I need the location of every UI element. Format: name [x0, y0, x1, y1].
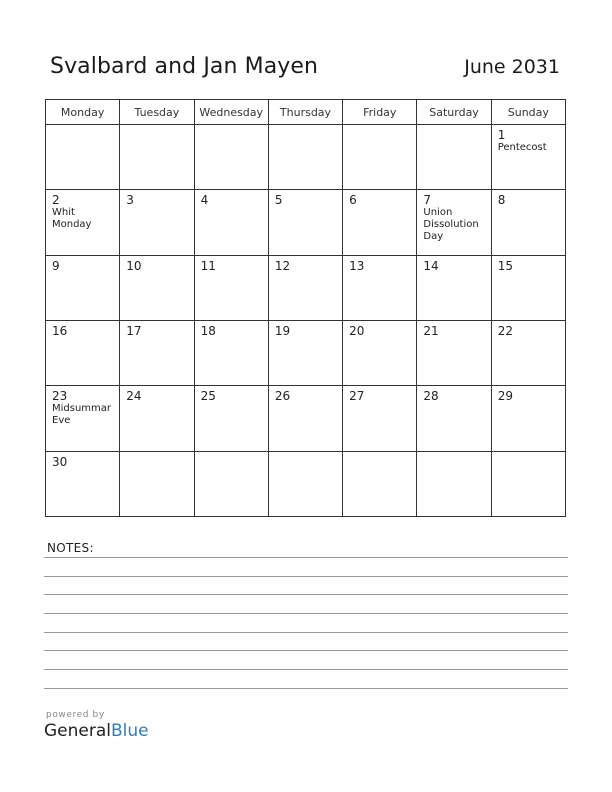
- day-number: 29: [497, 389, 513, 404]
- weekday-header: Friday: [343, 100, 417, 125]
- note-line: [44, 632, 568, 633]
- day-number: 18: [200, 323, 216, 338]
- day-number: 10: [126, 258, 142, 273]
- day-cell[interactable]: [417, 320, 491, 385]
- day-cell[interactable]: [417, 386, 491, 451]
- day-cell[interactable]: [491, 451, 565, 516]
- day-number: 21: [423, 323, 439, 338]
- day-number: 25: [200, 389, 216, 404]
- holiday-label: Pentecost: [497, 142, 547, 153]
- day-number: 19: [274, 323, 291, 338]
- calendar-grid: [45, 99, 566, 517]
- day-number: 15: [497, 258, 513, 273]
- weekday-header: Monday: [46, 100, 120, 125]
- day-number: 13: [349, 258, 365, 273]
- day-cell[interactable]: [120, 125, 194, 190]
- day-number: 9: [52, 258, 60, 273]
- day-cell[interactable]: [491, 125, 565, 190]
- day-number: 20: [349, 323, 365, 338]
- weekday-header: Saturday: [417, 100, 491, 125]
- day-cell[interactable]: [343, 190, 417, 255]
- day-cell[interactable]: [491, 320, 565, 385]
- day-cell[interactable]: [268, 451, 342, 516]
- day-cell[interactable]: [417, 451, 491, 516]
- day-cell[interactable]: [194, 190, 268, 255]
- day-number: 16: [52, 323, 68, 338]
- day-number: 27: [349, 389, 365, 404]
- day-cell[interactable]: [417, 125, 491, 190]
- day-cell[interactable]: [268, 255, 342, 320]
- week-row: [46, 125, 566, 190]
- week-row: [46, 320, 566, 385]
- day-number: 6: [349, 193, 357, 208]
- day-cell[interactable]: [491, 386, 565, 451]
- day-number: 26: [274, 389, 291, 404]
- day-cell[interactable]: [46, 125, 120, 190]
- day-number: 3: [126, 193, 134, 208]
- note-line: [44, 613, 568, 614]
- day-cell[interactable]: [343, 386, 417, 451]
- weekday-header: Tuesday: [120, 100, 194, 125]
- day-cell[interactable]: [46, 255, 120, 320]
- day-cell[interactable]: [268, 320, 342, 385]
- day-number: 11: [200, 258, 216, 273]
- day-cell[interactable]: [194, 255, 268, 320]
- day-number: 24: [126, 389, 142, 404]
- day-number: 8: [497, 193, 506, 208]
- day-cell[interactable]: [268, 190, 342, 255]
- day-number: 12: [274, 258, 291, 273]
- week-row: [46, 386, 566, 451]
- day-number: 28: [423, 389, 439, 404]
- day-cell[interactable]: [46, 190, 120, 255]
- weekday-header: Sunday: [491, 100, 565, 125]
- day-cell[interactable]: [268, 125, 342, 190]
- day-number: 7: [423, 193, 432, 208]
- generalblue-logo[interactable]: [44, 721, 149, 741]
- day-number: 22: [497, 323, 513, 338]
- day-cell[interactable]: [46, 320, 120, 385]
- calendar-title: Svalbard and Jan Mayen: [50, 54, 319, 79]
- week-row: [46, 255, 566, 320]
- weekday-header: Wednesday: [194, 100, 268, 125]
- day-cell[interactable]: [417, 255, 491, 320]
- day-number: 1: [497, 128, 506, 142]
- day-cell[interactable]: [343, 320, 417, 385]
- note-line: [44, 688, 568, 689]
- holiday-label: Whit Monday: [52, 207, 92, 231]
- note-line: [44, 650, 568, 651]
- note-line: [44, 594, 568, 595]
- day-number: 5: [274, 193, 283, 208]
- day-cell[interactable]: [194, 320, 268, 385]
- weekday-header: Thursday: [268, 100, 342, 125]
- powered-by-text: powered by: [46, 710, 105, 720]
- notes-label: NOTES:: [47, 541, 94, 555]
- week-row: [46, 190, 566, 255]
- holiday-label: Union Dissolution Day: [423, 207, 479, 243]
- day-number: 30: [52, 454, 68, 469]
- brand-general: General: [44, 721, 111, 741]
- day-cell[interactable]: [120, 386, 194, 451]
- day-cell[interactable]: [491, 255, 565, 320]
- holiday-label: Midsummar Eve: [52, 403, 112, 427]
- note-line: [44, 557, 568, 558]
- note-line: [44, 576, 568, 577]
- day-cell[interactable]: [268, 386, 342, 451]
- day-cell[interactable]: [491, 190, 565, 255]
- day-cell[interactable]: [120, 320, 194, 385]
- day-cell[interactable]: [343, 451, 417, 516]
- day-cell[interactable]: [194, 125, 268, 190]
- month-label: June 2031: [464, 56, 560, 78]
- day-number: 2: [52, 193, 60, 208]
- day-number: 14: [423, 258, 439, 273]
- day-cell[interactable]: [343, 255, 417, 320]
- note-line: [44, 669, 568, 670]
- day-cell[interactable]: [46, 451, 120, 516]
- day-number: 17: [126, 323, 142, 338]
- day-cell[interactable]: [417, 190, 491, 255]
- day-cell[interactable]: [120, 255, 194, 320]
- weekday-header-row: [46, 100, 566, 125]
- day-cell[interactable]: [46, 386, 120, 451]
- day-cell[interactable]: [120, 451, 194, 516]
- day-cell[interactable]: [343, 125, 417, 190]
- day-cell[interactable]: [120, 190, 194, 255]
- day-cell[interactable]: [194, 386, 268, 451]
- week-row: [46, 451, 566, 516]
- brand-blue: Blue: [111, 721, 149, 741]
- day-number: 23: [52, 389, 68, 404]
- day-number: 4: [200, 193, 209, 208]
- day-cell[interactable]: [194, 451, 268, 516]
